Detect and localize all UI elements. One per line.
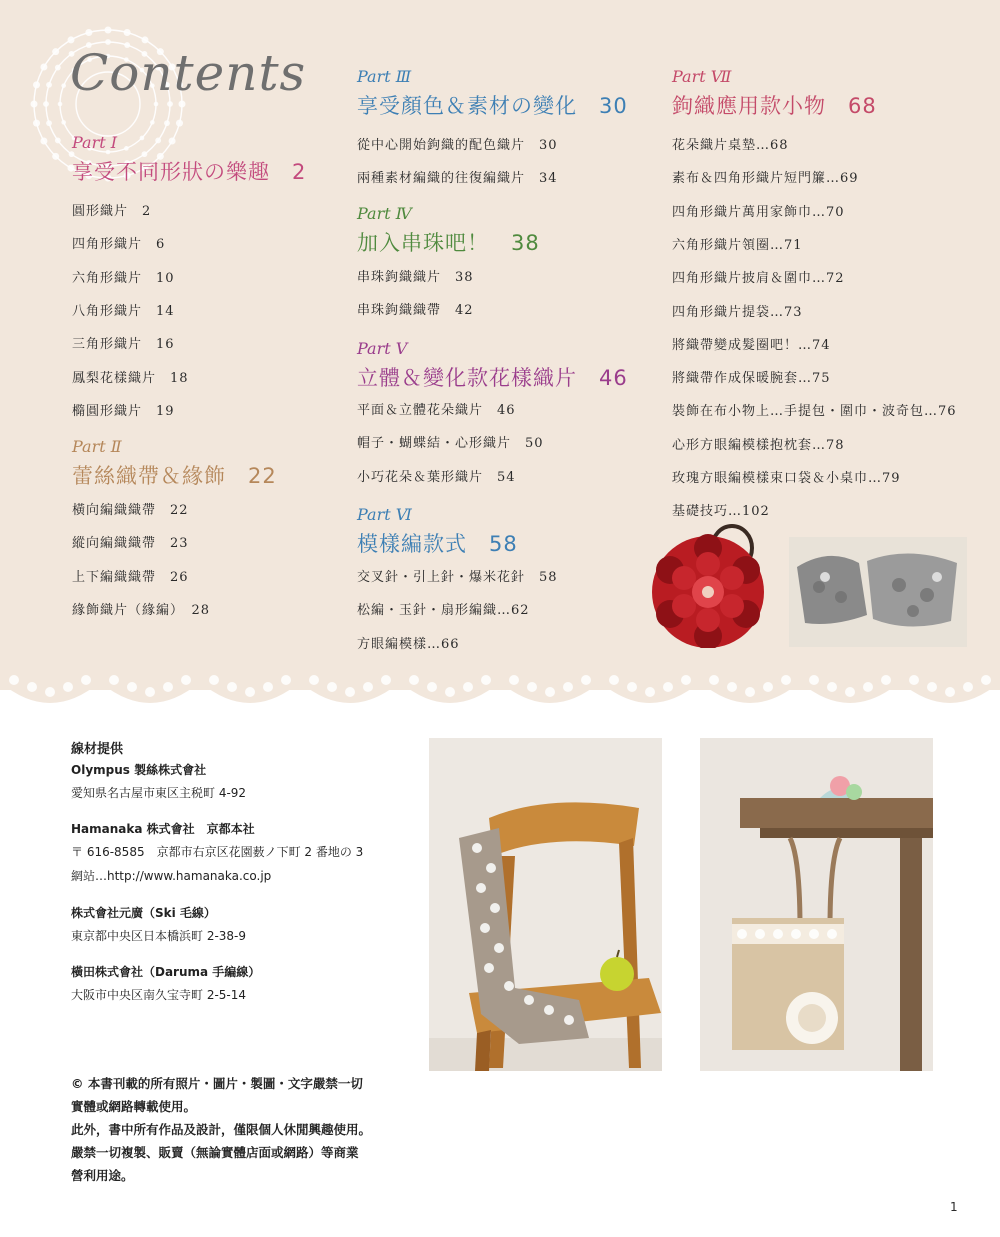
toc-entry: [357, 299, 474, 318]
part-4-label: Part Ⅳ: [357, 204, 412, 223]
part-3-title-text: 享受顏色＆素材の變化: [357, 94, 577, 118]
lace-border: [0, 664, 1000, 712]
part-7-page: 68: [848, 94, 877, 118]
toc-entry: [72, 532, 189, 551]
part-5-title-text: 立體＆變化款花樣織片: [357, 366, 577, 390]
part-1-page: 2: [292, 160, 307, 184]
part-1-label: Part Ⅰ: [72, 133, 118, 152]
toc-entry: [72, 599, 210, 618]
toc-entry-name: 素布＆四角形織片短門簾…69: [672, 171, 859, 187]
supplier-line-3: Hamanaka 株式會社 京都本社: [71, 822, 255, 836]
toc-entry: [72, 566, 189, 585]
red-flower-hairtie-photo: [650, 520, 770, 648]
part-6-title: [357, 528, 518, 558]
toc-entry-name: 花朵織片桌墊…68: [672, 138, 789, 153]
toc-entry-page: 23: [170, 536, 189, 552]
toc-entry-name: 橢圓形織片: [72, 403, 143, 419]
toc-entry-name: 上下編織織帶: [72, 569, 157, 585]
toc-entry-name: 縱向編織織帶: [72, 536, 157, 552]
toc-entry: [357, 167, 558, 186]
supplier-line-1: Olympus 製絲株式會社: [71, 763, 207, 777]
toc-entry-name: 四角形織片披肩＆圍巾…72: [672, 271, 845, 287]
contents-title: Contents: [70, 44, 307, 102]
toc-entry: [672, 134, 789, 153]
toc-entry-page: 26: [170, 569, 189, 585]
toc-entry-page: 54: [497, 469, 516, 485]
toc-entry: [672, 267, 845, 286]
supplier-line-4: 〒 616-8585 京都市右京区花園薮ノ下町 2 番地の 3: [71, 845, 364, 859]
copyright-line-1: © 本書刊載的所有照片・圖片・製圖・文字嚴禁一切: [71, 1076, 363, 1091]
part-4-title-text: 加入串珠吧！: [357, 231, 489, 255]
toc-entry-page: 50: [525, 436, 544, 452]
toc-entry-name: 四角形織片: [72, 237, 143, 253]
toc-entry: [357, 432, 544, 451]
toc-entry: [357, 466, 516, 485]
toc-entry: [357, 599, 530, 618]
toc-entry-page: 14: [156, 303, 175, 319]
toc-entry: [672, 167, 859, 186]
part-7-title-text: 鉤織應用款小物: [672, 94, 826, 118]
part-5-title: [357, 362, 628, 392]
part-4-title: [357, 227, 540, 257]
suppliers-heading: 線材提供: [71, 742, 124, 757]
part-1-title: [72, 156, 306, 186]
toc-entry: [672, 500, 770, 519]
copyright-line-3: 此外，書中所有作品及設計，僅限個人休閒興趣使用。: [71, 1122, 372, 1137]
toc-entry-name: 從中心開始鉤織的配色織片: [357, 138, 526, 153]
toc-entry-name: 松編・玉針・扇形編織…62: [357, 603, 530, 619]
supplier-line-8: 橫田株式會社（Daruma 手編線）: [71, 965, 261, 979]
scarf-chair-photo: [429, 738, 662, 1071]
toc-entry-name: 八角形織片: [72, 303, 143, 319]
toc-entry: [672, 400, 957, 419]
toc-entry-name: 串珠鉤織織帶: [357, 303, 442, 319]
supplier-line-7: 東京都中央区日本橋浜町 2-38-9: [71, 929, 247, 943]
toc-entry-page: 6: [156, 237, 166, 253]
part-7-label: Part Ⅶ: [672, 67, 732, 86]
toc-entry-name: 裝飾在布小物上…手提包・圍巾・波奇包…76: [672, 404, 957, 420]
toc-entry-page: 30: [539, 138, 558, 153]
part-7-title: [672, 90, 877, 120]
toc-entry-name: 三角形織片: [72, 337, 143, 353]
toc-entry-name: 將織帶變成髮圈吧！…74: [672, 337, 831, 353]
copyright-line-5: 營利用途。: [71, 1168, 134, 1183]
supplier-line-9: 大阪市中央区南久宝寺町 2-5-14: [71, 988, 247, 1002]
toc-entry: [72, 367, 189, 386]
toc-entry-page: 38: [455, 270, 474, 285]
part-2-title: [72, 460, 277, 490]
toc-entry-name: 六角形織片領圈…71: [672, 237, 803, 253]
toc-entry: [672, 234, 803, 253]
toc-entry: [357, 399, 516, 418]
tote-bag-photo: [700, 738, 933, 1071]
part-1-title-text: 享受不同形狀の樂趣: [72, 160, 270, 184]
toc-entry: [72, 499, 189, 518]
part-5-label: Part Ⅴ: [357, 339, 408, 358]
toc-entry-name: 方眼編模樣…66: [357, 636, 460, 652]
toc-entry: [72, 233, 165, 252]
toc-entry: [357, 266, 474, 285]
toc-entry-name: 四角形織片提袋…73: [672, 304, 803, 320]
toc-entry: [72, 300, 175, 319]
toc-entry-name: 緣飾織片（緣編）: [72, 602, 178, 618]
toc-entry-page: 19: [156, 403, 175, 419]
part-3-page: 30: [599, 94, 628, 118]
toc-entry-name: 六角形織片: [72, 270, 143, 286]
toc-entry-page: 46: [497, 403, 516, 418]
grey-wristwarmers-photo: [789, 537, 967, 647]
part-3-title: [357, 90, 628, 120]
toc-entry: [72, 267, 175, 286]
toc-entry: [672, 201, 845, 220]
part-3-label: Part Ⅲ: [357, 67, 412, 86]
toc-entry: [72, 400, 175, 419]
toc-entry-page: 22: [170, 503, 189, 518]
toc-entry-name: 小巧花朵＆葉形織片: [357, 469, 484, 485]
part-6-page: 58: [489, 532, 518, 556]
page-number: 1: [950, 1200, 958, 1214]
toc-entry-name: 心形方眼編模樣抱枕套…78: [672, 437, 845, 453]
toc-entry: [672, 367, 831, 386]
toc-entry-name: 橫向編織織帶: [72, 503, 157, 518]
toc-entry-page: 42: [455, 303, 474, 319]
toc-entry-page: 2: [142, 204, 152, 219]
part-2-page: 22: [248, 464, 277, 488]
toc-entry: [672, 434, 845, 453]
part-6-title-text: 模樣編款式: [357, 532, 467, 556]
toc-entry-page: 34: [539, 171, 558, 187]
toc-entry: [72, 200, 151, 219]
toc-entry-name: 基礎技巧…102: [672, 504, 770, 520]
part-6-label: Part Ⅵ: [357, 505, 412, 524]
toc-entry-name: 平面＆立體花朵織片: [357, 403, 484, 418]
toc-entry: [672, 467, 901, 486]
toc-entry-page: 16: [156, 337, 175, 353]
part-2-label: Part Ⅱ: [72, 437, 122, 456]
toc-entry: [357, 134, 558, 153]
part-4-page: 38: [511, 231, 540, 255]
toc-entry-name: 交叉針・引上針・爆米花針: [357, 570, 526, 585]
toc-entry: [672, 334, 831, 353]
toc-entry-name: 帽子・蝴蝶結・心形織片: [357, 436, 512, 452]
supplier-line-5: 網站…http://www.hamanaka.co.jp: [71, 869, 272, 883]
toc-entry: [357, 633, 460, 652]
toc-entry-page: 58: [539, 570, 558, 585]
toc-entry: [672, 301, 803, 320]
part-2-title-text: 蕾絲織帶＆緣飾: [72, 464, 226, 488]
toc-entry-name: 圓形織片: [72, 204, 129, 219]
toc-entry-name: 串珠鉤織織片: [357, 270, 442, 285]
toc-entry-name: 四角形織片萬用家飾巾…70: [672, 204, 845, 220]
copyright-line-2: 實體或網路轉載使用。: [71, 1099, 197, 1114]
toc-entry-page: 10: [156, 270, 175, 286]
toc-entry-name: 鳳梨花樣織片: [72, 370, 157, 386]
toc-entry-name: 將織帶作成保暖腕套…75: [672, 371, 831, 387]
toc-entry: [357, 566, 558, 585]
toc-entry-name: 玫瑰方眼編模樣束口袋＆小桌巾…79: [672, 471, 901, 486]
toc-entry-page: 28: [191, 602, 211, 618]
toc-entry-name: 兩種素材編織的往復編織片: [357, 171, 526, 187]
toc-entry: [72, 333, 175, 352]
toc-entry-page: 18: [170, 370, 189, 386]
part-5-page: 46: [599, 366, 628, 390]
supplier-line-2: 愛知県名古屋市東区主税町 4-92: [71, 786, 247, 800]
supplier-line-6: 株式會社元廣（Ski 毛線）: [71, 906, 216, 920]
copyright-line-4: 嚴禁一切複製、販賣（無論實體店面或網路）等商業: [71, 1145, 359, 1160]
